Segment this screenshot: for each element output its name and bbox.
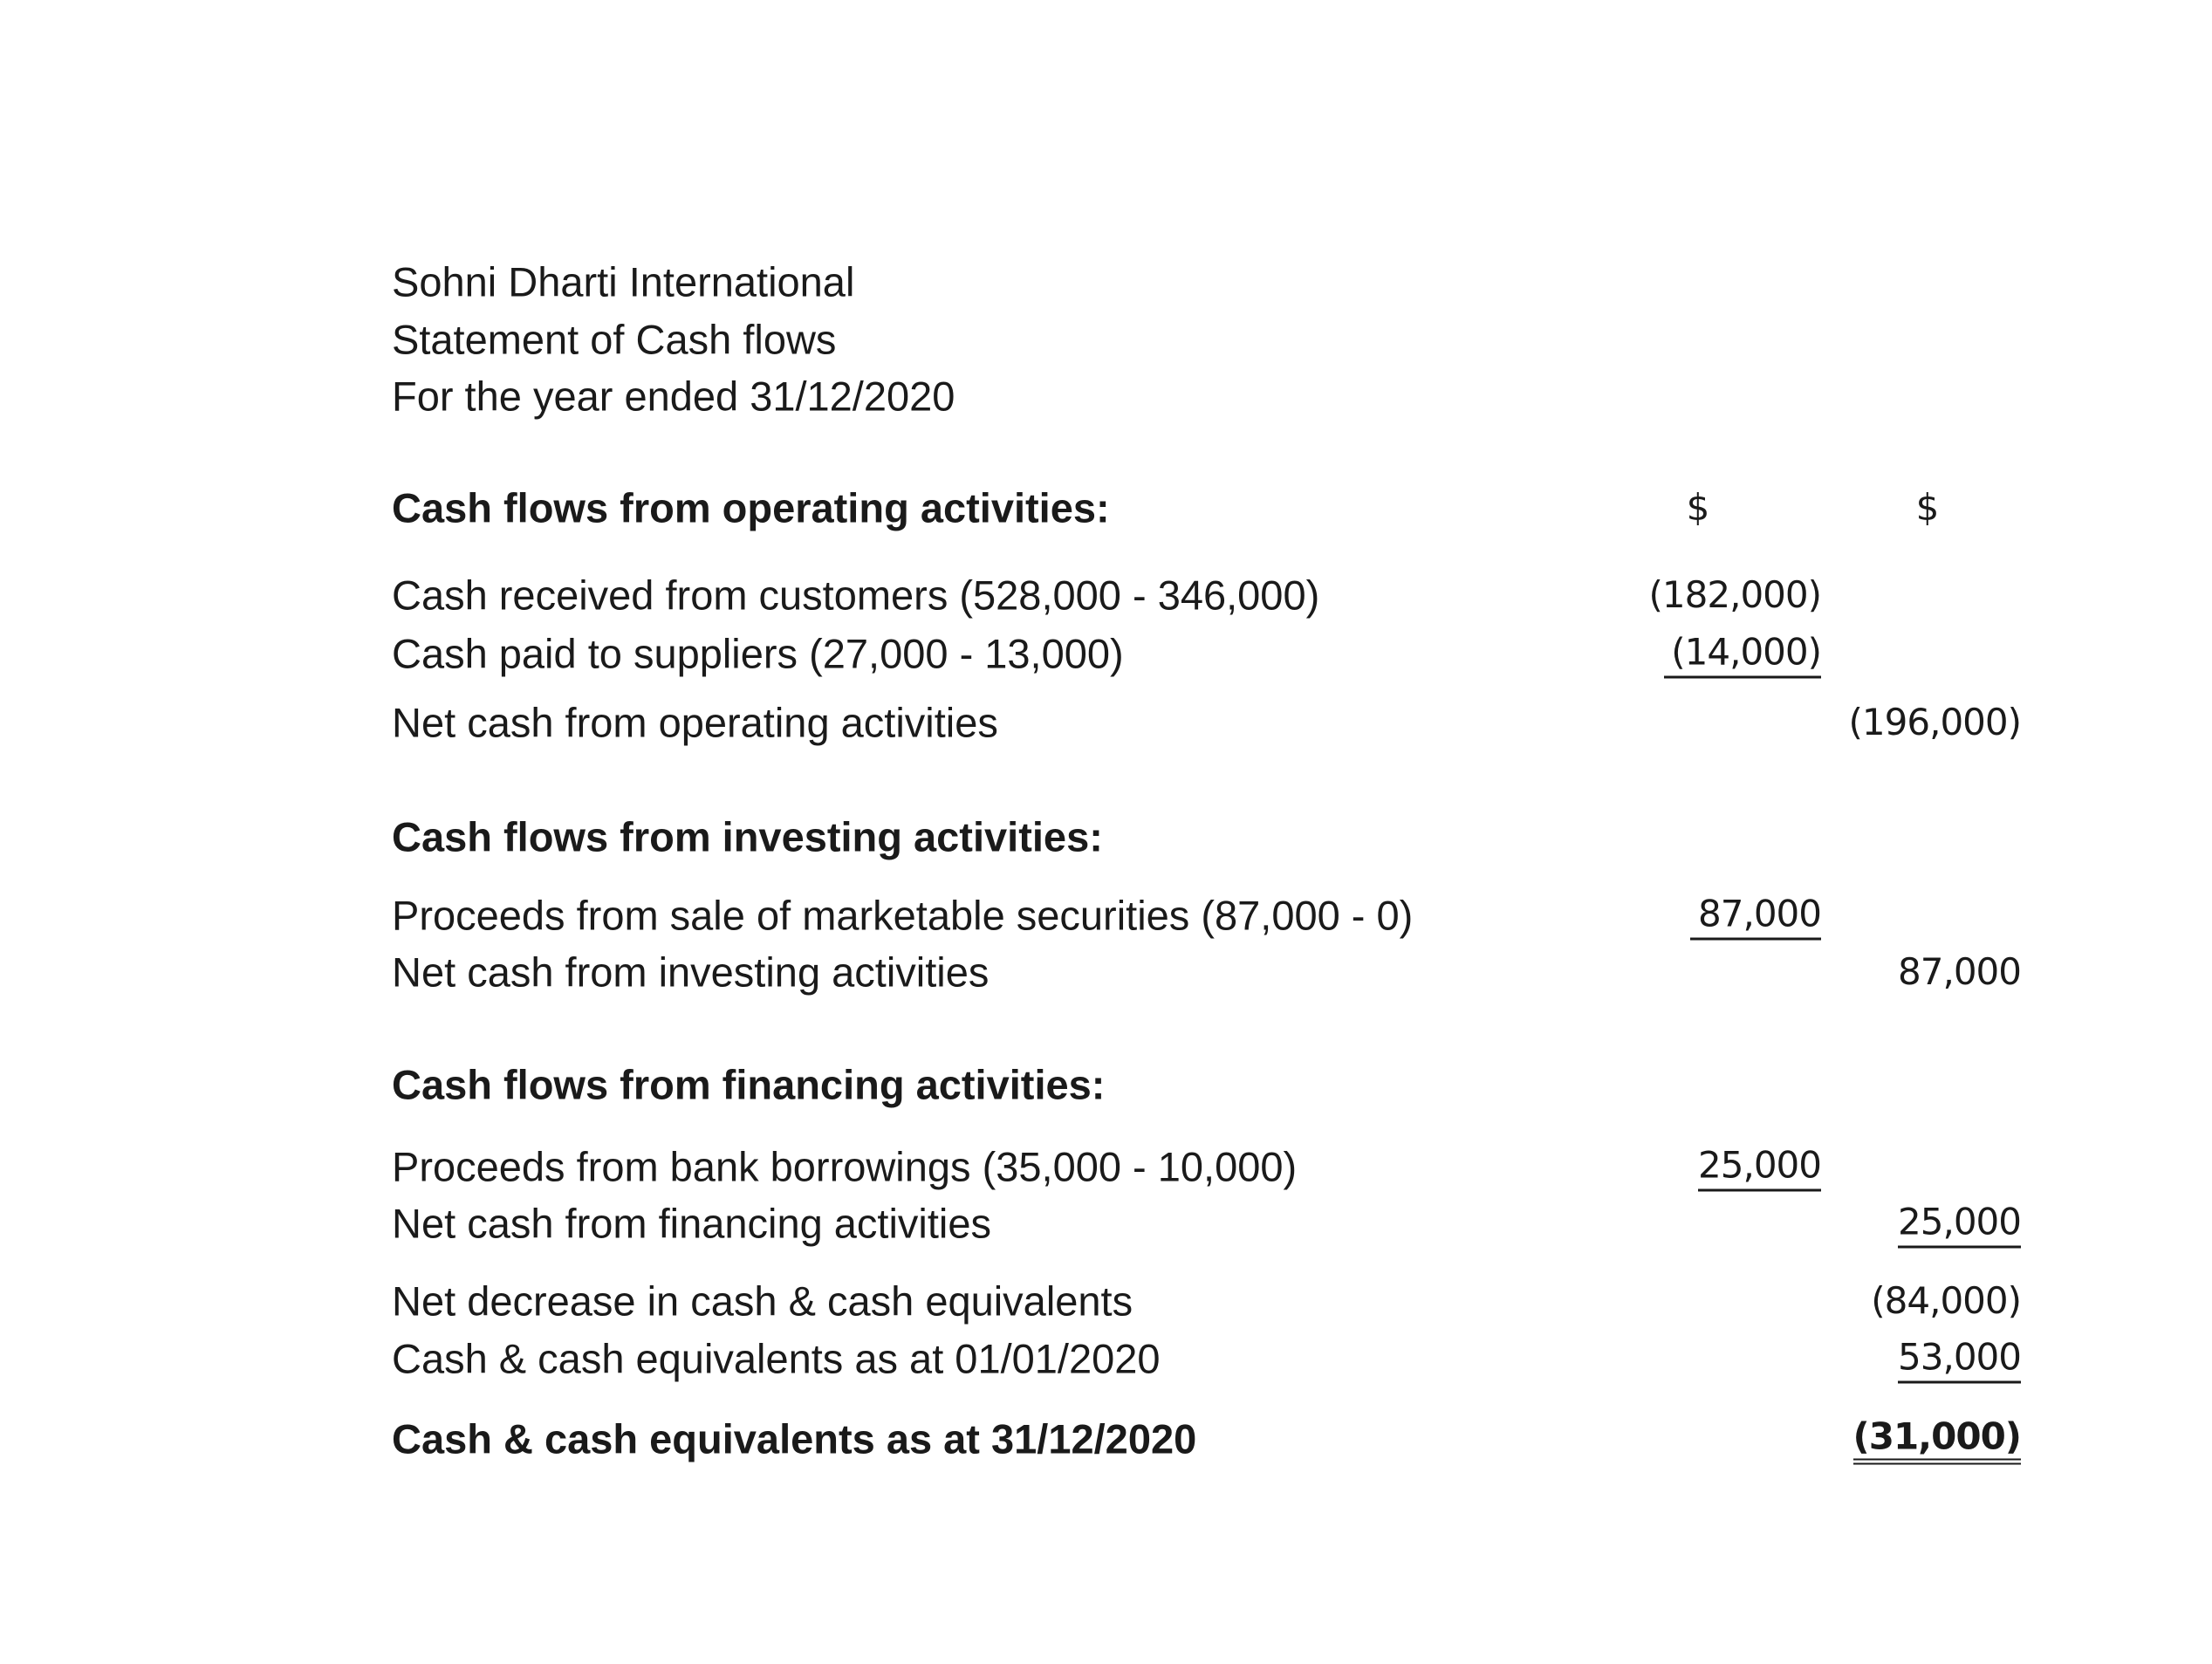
net-decrease-amount: (84,000) (1871, 1279, 2021, 1322)
investing-heading: Cash flows from investing activities: (392, 813, 1103, 860)
operating-heading: Cash flows from operating activities: (392, 484, 1110, 531)
closing-balance-amount: (31,000) (1853, 1419, 2021, 1465)
investing-item-amount: 87,000 (1690, 896, 1821, 941)
operating-net-amount: (196,000) (1848, 701, 2021, 743)
financing-net-label: Net cash from financing activities (392, 1200, 992, 1247)
closing-balance-label: Cash & cash equivalents as at 31/12/2020 (392, 1415, 1197, 1462)
column2-currency: $ (1915, 486, 1940, 529)
company-name: Sohni Dharti International (392, 258, 855, 305)
statement-period: For the year ended 31/12/2020 (392, 373, 955, 420)
investing-item-label: Proceeds from sale of marketable securities (87,000 - 0) (392, 892, 1414, 939)
financing-heading: Cash flows from financing activities: (392, 1061, 1106, 1108)
operating-item-amount: (14,000) (1664, 634, 1821, 679)
opening-balance-label: Cash & cash equivalents as at 01/01/2020 (392, 1335, 1161, 1382)
financing-item-label: Proceeds from bank borrowings (35,000 - 10,000) (392, 1143, 1298, 1190)
financing-net-amount: 25,000 (1898, 1204, 2021, 1249)
operating-item-label: Cash received from customers (528,000 - 346,000) (392, 572, 1320, 619)
operating-item-amount: (182,000) (1648, 573, 1821, 616)
investing-net-amount: 87,000 (1898, 950, 2021, 993)
statement-title: Statement of Cash flows (392, 316, 837, 363)
financing-item-amount: 25,000 (1698, 1147, 1821, 1192)
operating-net-label: Net cash from operating activities (392, 699, 998, 746)
operating-item-label: Cash paid to suppliers (27,000 - 13,000) (392, 630, 1124, 677)
opening-balance-amount: 53,000 (1898, 1339, 2021, 1384)
column1-currency: $ (1686, 486, 1710, 529)
net-decrease-label: Net decrease in cash & cash equivalents (392, 1277, 1133, 1325)
investing-net-label: Net cash from investing activities (392, 948, 990, 996)
